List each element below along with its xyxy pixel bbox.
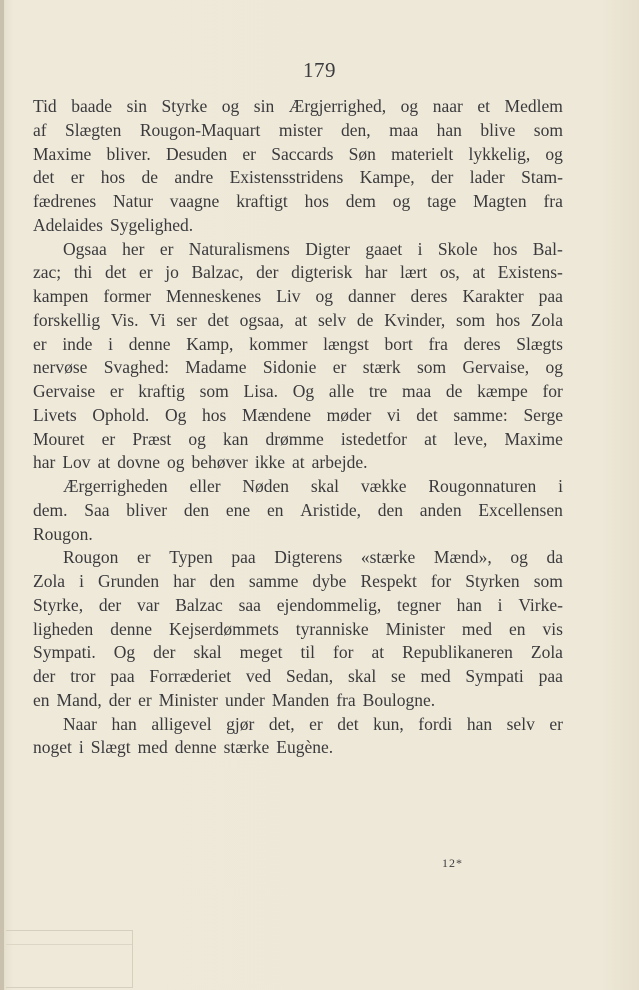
- library-stamp-box: [6, 930, 133, 988]
- word: denne: [128, 333, 171, 354]
- word: til: [300, 642, 316, 663]
- word: som: [455, 309, 486, 330]
- word: Slægt: [90, 737, 131, 758]
- word: Medlem: [504, 96, 563, 116]
- text-line: [33, 594, 563, 618]
- word: Kvinder,: [384, 309, 446, 330]
- word: Kamp,: [186, 333, 234, 354]
- word: Livets: [33, 404, 77, 425]
- word: i: [79, 571, 84, 591]
- word: under: [225, 689, 265, 710]
- word: lykkelig,: [468, 143, 531, 164]
- word: er: [137, 547, 151, 568]
- word: der: [431, 167, 454, 188]
- word: meget: [239, 642, 283, 663]
- word: han: [111, 713, 137, 734]
- word: Nøden: [242, 476, 290, 496]
- word: er: [242, 143, 257, 164]
- word: vække: [360, 476, 407, 496]
- word: bort: [384, 333, 413, 354]
- text-line: [33, 523, 563, 547]
- word: for: [333, 642, 354, 663]
- word: Kejserdømmets: [168, 618, 279, 639]
- word: Mouret: [33, 428, 85, 449]
- word: Existensstridens: [229, 167, 344, 188]
- word: sin: [253, 96, 275, 116]
- word: Sedan,: [286, 666, 334, 686]
- word: tror: [70, 666, 96, 686]
- text-line: [33, 143, 563, 167]
- word: Eugène.: [276, 737, 334, 758]
- word: Zola: [33, 571, 66, 591]
- word: har: [365, 262, 388, 283]
- text-line: [33, 356, 563, 380]
- word: er: [138, 689, 152, 710]
- word: os,: [439, 262, 460, 283]
- word: ogsaa,: [239, 309, 284, 330]
- word: med: [420, 666, 451, 686]
- word: selv: [317, 309, 347, 330]
- word: Balzac,: [191, 262, 244, 283]
- word: danner: [347, 286, 396, 306]
- word: se: [391, 666, 406, 686]
- word: selv: [506, 713, 535, 734]
- word: et: [477, 96, 490, 116]
- body-text: [33, 95, 563, 760]
- word: Søn: [348, 143, 376, 164]
- word: er: [109, 381, 124, 401]
- word: Boulogne.: [362, 689, 436, 710]
- word: tegner: [397, 594, 441, 615]
- word: digterisk: [291, 262, 353, 283]
- word: Excellensen: [478, 499, 563, 520]
- word: Republikaneren: [402, 642, 513, 663]
- word: med: [137, 737, 168, 758]
- word: Mænd»,: [433, 547, 492, 568]
- word: Sympati: [465, 666, 524, 686]
- word: Gervaise: [33, 381, 96, 401]
- word: forskellig: [33, 309, 101, 330]
- text-line: [33, 499, 563, 523]
- word: bliver.: [106, 143, 151, 164]
- word: Sympati.: [33, 642, 96, 663]
- word: Ogsaa: [63, 238, 107, 259]
- word: Madame: [185, 357, 247, 378]
- word: og: [315, 286, 333, 306]
- word: fra: [428, 333, 448, 354]
- word: jo: [165, 262, 179, 283]
- word: det: [207, 309, 229, 330]
- word: det: [104, 262, 127, 283]
- word: Bal-: [532, 238, 563, 259]
- word: Styrken: [465, 571, 520, 591]
- word: zac;: [33, 262, 62, 283]
- word: lader: [469, 167, 505, 188]
- word: og: [166, 452, 185, 473]
- word: kommer: [249, 333, 308, 354]
- text-line: [33, 166, 563, 190]
- word: skal: [193, 642, 222, 663]
- text-line: [33, 451, 563, 475]
- word: den,: [341, 119, 371, 140]
- word: materielt: [391, 143, 454, 164]
- word: i: [497, 594, 503, 615]
- text-line: [33, 95, 563, 119]
- word: Adelaides: [33, 214, 103, 235]
- word: inde: [62, 333, 93, 354]
- word: en: [508, 618, 526, 639]
- word: blive: [480, 119, 516, 140]
- stamp-divider: [6, 944, 132, 945]
- text-line: [33, 285, 563, 309]
- text-line: [33, 546, 563, 570]
- word: saa: [238, 594, 261, 615]
- word: kan: [223, 428, 249, 449]
- word: Maxime: [33, 143, 92, 164]
- word: anden: [419, 499, 462, 520]
- word: er: [70, 167, 85, 188]
- text-line: [33, 713, 563, 737]
- word: Naar: [63, 713, 98, 734]
- word: den: [377, 499, 404, 520]
- text-line: [33, 665, 563, 689]
- word: tyranniske: [295, 618, 369, 639]
- word: de: [445, 381, 463, 401]
- word: de: [141, 167, 158, 188]
- word: Styrke,: [33, 594, 84, 615]
- word: skal: [310, 476, 340, 496]
- word: dem.: [33, 499, 68, 520]
- word: den: [209, 571, 235, 591]
- word: ligheden: [33, 618, 94, 639]
- word: der: [33, 666, 56, 686]
- word: Serge: [523, 404, 563, 425]
- word: Og: [292, 381, 315, 401]
- word: og: [188, 428, 206, 449]
- word: fra: [336, 689, 356, 710]
- word: tre: [368, 381, 388, 401]
- word: alligevel: [151, 713, 212, 734]
- word: paa: [231, 547, 256, 568]
- word: paa: [538, 666, 563, 686]
- text-line: [33, 214, 563, 238]
- word: naar: [432, 96, 463, 116]
- word: Maxime: [504, 428, 563, 449]
- word: vis: [542, 618, 563, 639]
- word: Kampe,: [359, 167, 415, 188]
- word: vaagne: [169, 191, 220, 211]
- text-line: [33, 404, 563, 428]
- text-line: [33, 333, 563, 357]
- word: ejendommelig,: [276, 594, 382, 615]
- word: Gervaise,: [462, 357, 530, 378]
- word: har: [173, 571, 196, 591]
- word: Rougonnaturen: [428, 476, 537, 496]
- word: baade: [71, 96, 113, 116]
- word: i: [108, 333, 114, 354]
- word: at: [424, 428, 437, 449]
- word: andre: [174, 167, 214, 188]
- word: samme:: [453, 404, 508, 425]
- word: deres: [463, 333, 501, 354]
- word: deres: [410, 286, 448, 306]
- word: dovne: [117, 452, 160, 473]
- word: Virke-: [518, 594, 563, 615]
- word: thi: [73, 262, 93, 283]
- word: Og: [164, 404, 187, 425]
- word: har: [33, 452, 56, 473]
- text-line: [33, 380, 563, 404]
- word: her: [122, 238, 145, 259]
- text-line: [33, 618, 563, 642]
- word: nervøse: [33, 357, 88, 378]
- word: denne: [110, 618, 153, 639]
- word: der: [98, 594, 122, 615]
- word: hos: [100, 167, 126, 188]
- word: der: [108, 689, 132, 710]
- text-line: [33, 689, 563, 713]
- word: Lov: [62, 452, 91, 473]
- word: denne: [174, 737, 217, 758]
- word: gaaet: [365, 238, 403, 259]
- word: hos: [495, 309, 521, 330]
- word: Og: [113, 642, 136, 663]
- word: Magten: [473, 191, 527, 211]
- word: hos: [493, 238, 518, 259]
- word: og: [545, 357, 563, 378]
- word: var: [137, 594, 160, 615]
- word: Karakter: [462, 286, 524, 306]
- word: Minister: [158, 689, 219, 710]
- word: leve,: [453, 428, 488, 449]
- word: Svaghed:: [103, 357, 169, 378]
- word: det: [337, 713, 359, 734]
- word: drømme: [265, 428, 324, 449]
- word: ene: [225, 499, 251, 520]
- word: at: [292, 452, 305, 473]
- word: paa: [538, 286, 563, 306]
- word: Ærgerrigheden: [63, 476, 168, 496]
- word: Rougon: [63, 547, 119, 568]
- word: arbejde.: [311, 452, 368, 473]
- word: Menneskenes: [165, 286, 262, 306]
- word: Digterens: [274, 547, 343, 568]
- word: Vi: [149, 309, 166, 330]
- word: sin: [126, 96, 147, 116]
- word: alle: [328, 381, 355, 401]
- word: fædrenes: [33, 191, 97, 211]
- word: er: [138, 262, 153, 283]
- word: at: [371, 642, 385, 663]
- text-line: [33, 570, 563, 594]
- word: kraftig: [138, 381, 185, 401]
- word: kun,: [373, 713, 404, 734]
- word: der: [153, 642, 176, 663]
- word: med: [461, 618, 493, 639]
- word: lært: [400, 262, 428, 283]
- word: Slægts: [516, 333, 563, 354]
- text-line: [33, 475, 563, 499]
- word: i: [78, 737, 84, 758]
- text-line: [33, 119, 563, 143]
- word: Naturalismens: [188, 238, 290, 259]
- word: maa: [389, 119, 419, 140]
- word: mister: [278, 119, 323, 140]
- word: Zola: [530, 642, 563, 663]
- text-line: [33, 238, 563, 262]
- word: af: [33, 119, 47, 140]
- word: at: [472, 262, 486, 283]
- word: er: [332, 357, 347, 378]
- word: som: [533, 571, 563, 591]
- word: kæmpe: [477, 381, 528, 401]
- word: da: [546, 547, 563, 568]
- word: og: [392, 191, 411, 211]
- word: Respekt: [360, 571, 417, 591]
- word: for: [542, 381, 563, 401]
- word: længst: [323, 333, 369, 354]
- text-line: [33, 641, 563, 665]
- word: en: [266, 499, 284, 520]
- word: og: [510, 547, 528, 568]
- word: istedetfor: [340, 428, 407, 449]
- word: Balzac: [175, 594, 223, 615]
- word: «stærke: [360, 547, 416, 568]
- word: Saccards: [271, 143, 334, 164]
- word: for: [430, 571, 452, 591]
- word: noget: [33, 737, 72, 758]
- word: tage: [427, 191, 457, 211]
- word: dem: [345, 191, 376, 211]
- word: og: [545, 143, 563, 164]
- word: i: [417, 238, 423, 259]
- text-line: [33, 190, 563, 214]
- word: ved: [245, 666, 272, 686]
- word: er: [101, 428, 116, 449]
- word: den: [183, 499, 210, 520]
- word: i: [558, 476, 563, 496]
- page-number: 179: [303, 58, 336, 82]
- word: vi: [387, 404, 401, 425]
- word: fordi: [418, 713, 453, 734]
- word: maa: [402, 381, 432, 401]
- word: er: [309, 713, 323, 734]
- word: der: [256, 262, 279, 283]
- word: er: [159, 238, 174, 259]
- word: han: [436, 119, 462, 140]
- word: Manden: [271, 689, 330, 710]
- word: Forræderiet: [149, 666, 232, 686]
- word: som: [533, 119, 563, 140]
- word: ser: [176, 309, 197, 330]
- word: Lisa.: [243, 381, 279, 401]
- word: Tid: [33, 96, 57, 116]
- word: Saa: [84, 499, 110, 520]
- word: kraftigt: [236, 191, 288, 211]
- word: Sidonie: [262, 357, 317, 378]
- word: dybe: [312, 571, 347, 591]
- word: Vis.: [110, 309, 139, 330]
- word: stærke: [223, 737, 270, 758]
- signature-mark: 12*: [442, 856, 463, 870]
- word: kampen: [33, 286, 89, 306]
- word: Præst: [132, 428, 172, 449]
- word: behøver: [191, 452, 248, 473]
- word: Minister: [385, 618, 445, 639]
- word: Rougon.: [33, 523, 93, 544]
- word: ikke: [254, 452, 285, 473]
- word: det,: [268, 713, 295, 734]
- word: som: [417, 357, 447, 378]
- word: Ærgjerrighed,: [288, 96, 387, 116]
- word: og: [221, 96, 240, 116]
- word: Aristide,: [300, 499, 361, 520]
- word: at: [294, 309, 308, 330]
- word: samme: [248, 571, 299, 591]
- word: Ophold.: [92, 404, 150, 425]
- text-line: [33, 261, 563, 285]
- word: han: [456, 594, 482, 615]
- word: Typen: [169, 547, 213, 568]
- word: Digter: [305, 238, 350, 259]
- word: hos: [201, 404, 227, 425]
- word: er: [549, 713, 563, 734]
- word: Liv: [276, 286, 301, 306]
- word: han: [466, 713, 493, 734]
- word: stærk: [362, 357, 401, 378]
- word: det: [416, 404, 438, 425]
- text-line: [33, 309, 563, 333]
- word: at: [97, 452, 111, 473]
- word: Natur: [113, 191, 153, 211]
- word: Slægten: [65, 119, 122, 140]
- word: Zola: [530, 309, 563, 330]
- word: Sygelighed.: [109, 214, 194, 235]
- word: former: [103, 286, 151, 306]
- word: Mændene: [241, 404, 311, 425]
- text-line: [33, 428, 563, 452]
- page-gutter: [0, 0, 4, 990]
- word: er: [33, 333, 47, 354]
- word: eller: [189, 476, 221, 496]
- word: fra: [543, 191, 563, 211]
- word: Styrke: [161, 96, 208, 116]
- word: paa: [110, 666, 135, 686]
- word: Rougon-Maquart: [139, 119, 261, 140]
- word: møder: [326, 404, 372, 425]
- word: det: [33, 167, 55, 188]
- word: skal: [348, 666, 377, 686]
- word: Mand,: [56, 689, 102, 710]
- word: de: [356, 309, 374, 330]
- word: en: [33, 689, 50, 710]
- word: hos: [304, 191, 329, 211]
- word: Grunden: [97, 571, 160, 591]
- word: Stam-: [521, 167, 563, 188]
- word: Existens-: [497, 262, 563, 283]
- word: bliver: [126, 499, 168, 520]
- word: som: [199, 381, 229, 401]
- word: Desuden: [165, 143, 228, 164]
- word: gjør: [226, 713, 255, 734]
- word: Skole: [437, 238, 478, 259]
- text-line: [33, 736, 563, 760]
- word: og: [400, 96, 419, 116]
